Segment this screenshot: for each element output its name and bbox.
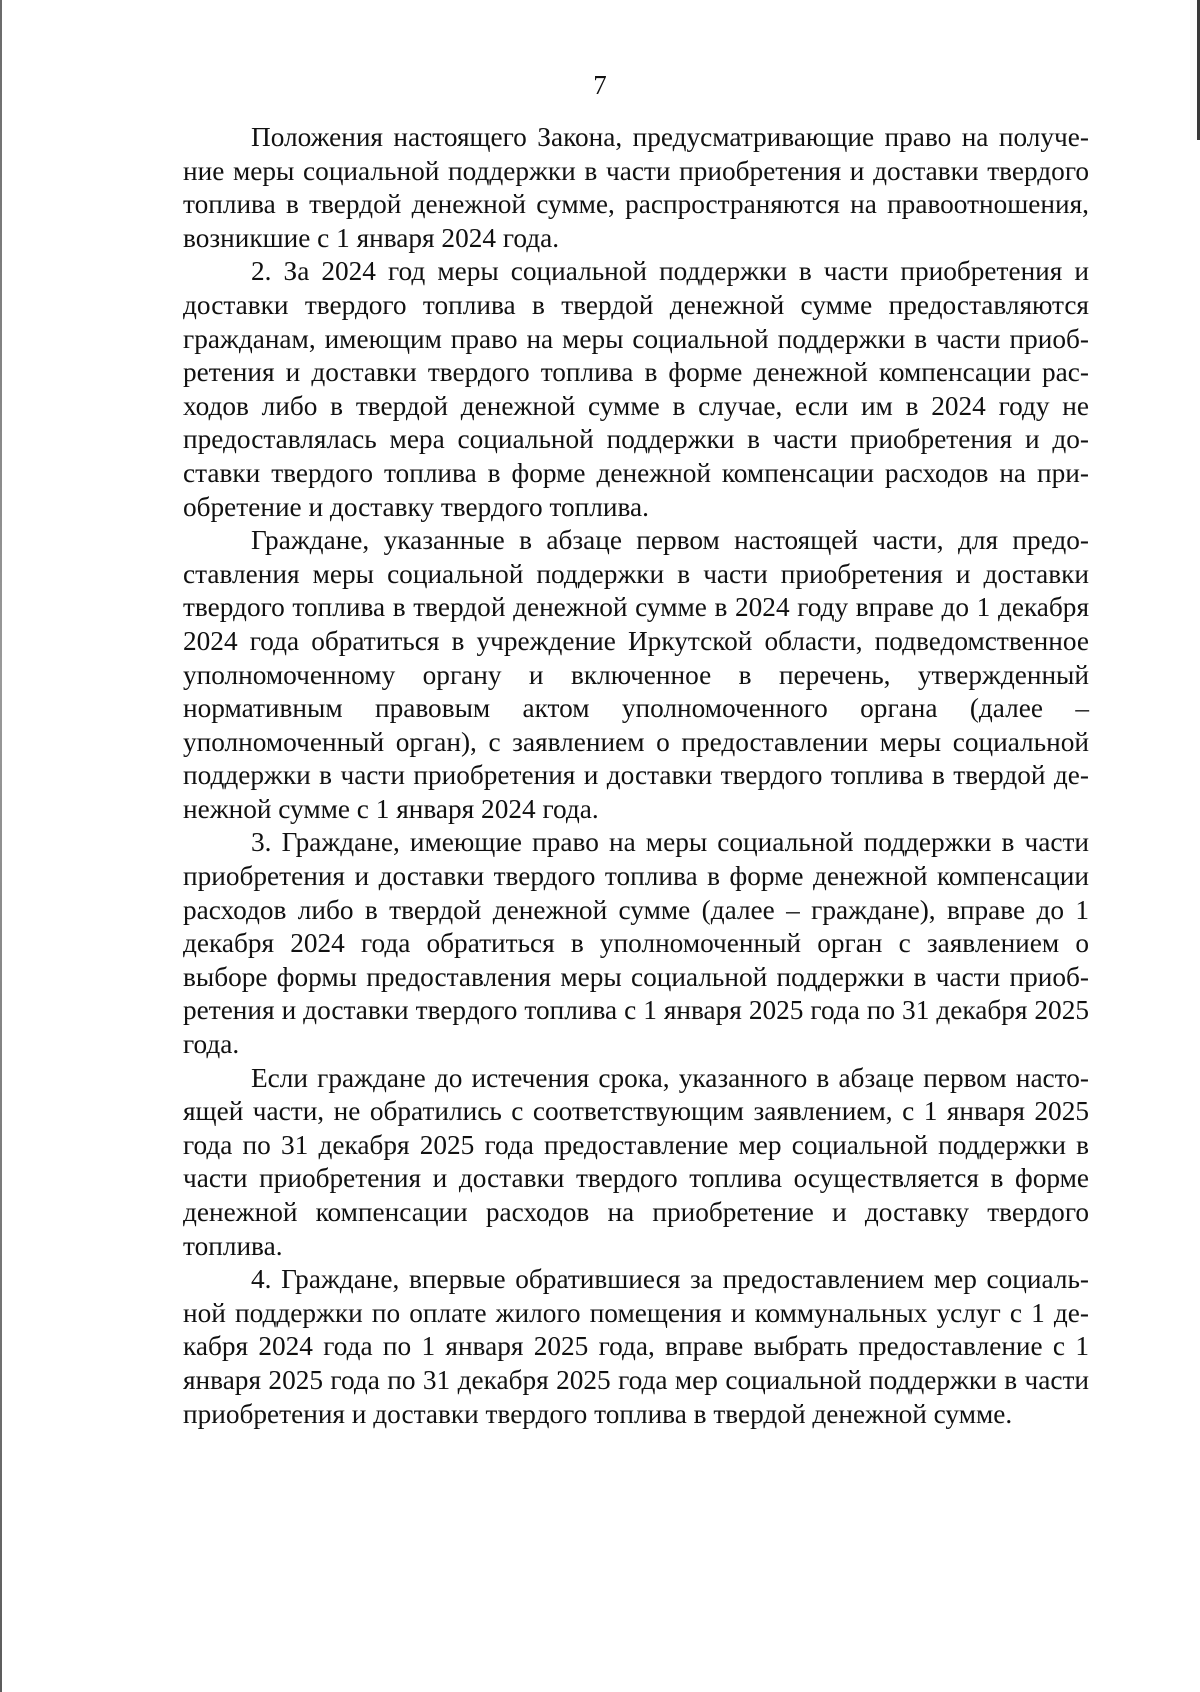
paragraph-part-2-second: Граждане, указанные в абзаце первом настоящей части, для предоставления меры социальной поддержки в части приобретения и доставки твердого топлива в твердой денежной сумме в 2024 году вправе до 1 декабря 2024 года обратиться в учреждение Иркутской области, подведомственное уполномоченному органу и включенное в перечень, утвержденный нормативным правовым актом уполномоченного органа (далее – уполномоченный орган), с заявлением о предоставлении меры социальной поддержки в части приобретения и доставки твердого топлива в твердой денежной сумме с 1 января 2024 года.: [183, 525, 1089, 824]
page-number: 7: [593, 70, 607, 100]
paragraph-part-2: 2. За 2024 год меры социальной поддержки в части приобретения и доставки твердого топлива в твердой денежной сумме предоставляются гражданам, имеющим право на меры социальной поддержки в части приобретения и доставки твердого топлива в форме денежной компенсации расходов либо в твердой денежной сумме в случае, если им в 2024 году не предоставлялась мера социальной поддержки в части приобретения и доставки твердого топлива в форме денежной компенсации расходов на приобретение и доставку твердого топлива.: [183, 256, 1089, 522]
document-body: [183, 121, 1089, 1431]
paragraph-part-4: 4. Граждане, впервые обратившиеся за предоставлением мер социальной поддержки по оплате жилого помещения и коммунальных услуг с 1 декабря 2024 года по 1 января 2025 года, вправе выбрать предоставление с 1 января 2025 года по 31 декабря 2025 года мер социальной поддержки в части приобретения и доставки твердого топлива в твердой денежной сумме.: [183, 1264, 1089, 1429]
paragraph-part-3-second: Если граждане до истечения срока, указанного в абзаце первом настоящей части, не обратились с соответствующим заявлением, с 1 января 2025 года по 31 декабря 2025 года предоставление мер социальной поддержки в части приобретения и доставки твердого топлива осуществляется в форме денежной компенсации расходов на приобретение и доставку твердого топлива.: [183, 1062, 1089, 1261]
paragraph-part-3: 3. Граждане, имеющие право на меры социальной поддержки в части приобретения и доставки твердого топлива в форме денежной компенсации расходов либо в твердой денежной сумме (далее – граждане), вправе до 1 декабря 2024 года обратиться в уполномоченный орган с заявлением о выборе формы предоставления меры социальной поддержки в части приобретения и доставки твердого топлива с 1 января 2025 года по 31 декабря 2025 года.: [183, 827, 1089, 1060]
paragraph-intro: Положения настоящего Закона, предусматривающие право на получение меры социальной поддержки в части приобретения и доставки твердого топлива в твердой денежной сумме, распространяются на правоотношения, возникшие с 1 января 2024 года.: [183, 122, 1089, 253]
scan-edge-left: [0, 0, 2, 1692]
